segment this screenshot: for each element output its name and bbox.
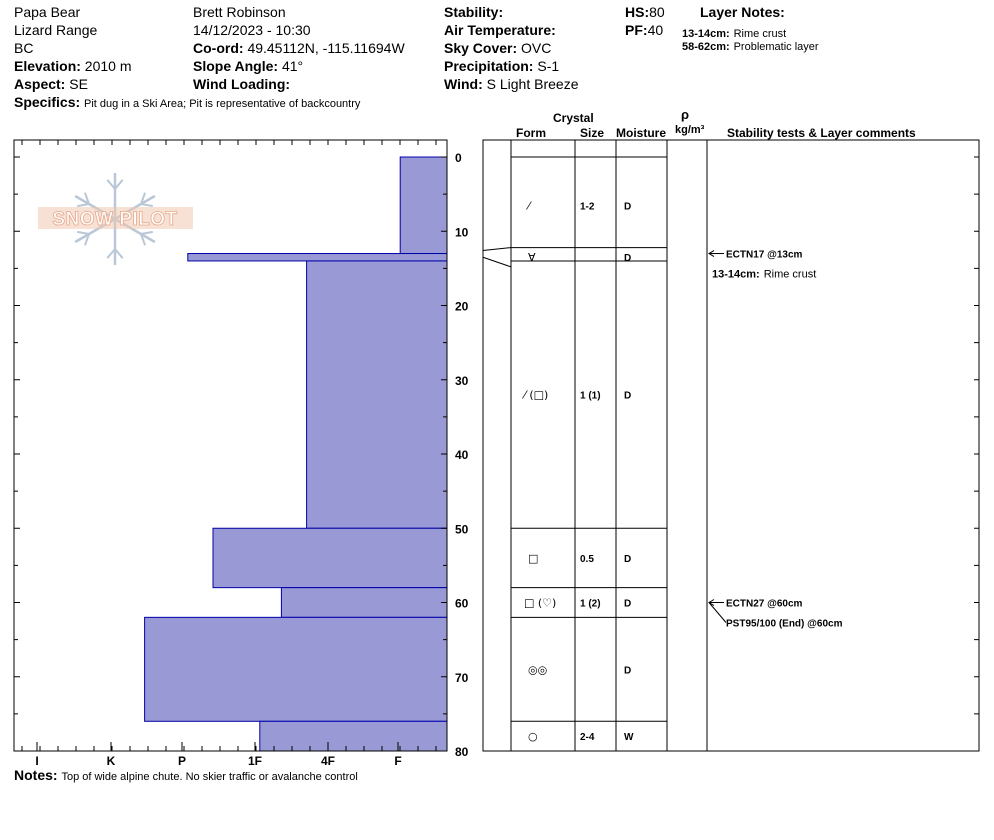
hardness-label: 1F	[247, 754, 263, 768]
hardness-label: P	[177, 754, 187, 768]
test-leader	[709, 603, 726, 623]
layer-connector	[483, 248, 511, 251]
stability-test-result: ECTN17 @13cm	[726, 249, 803, 261]
hardness-bar	[260, 721, 447, 751]
state-name: BC	[14, 40, 34, 56]
grain-form: ◎◎	[528, 663, 548, 677]
observer-name: Brett Robinson	[193, 4, 286, 20]
grain-size: 2-4	[580, 732, 595, 744]
specifics-value: Pit dug in a Ski Area; Pit is representative of backcountry	[84, 98, 361, 110]
snowflake-branch	[141, 204, 153, 206]
stability-test-result: ECTN27 @60cm	[726, 598, 803, 610]
sky-label: Sky Cover:	[444, 40, 518, 56]
snowflake-branch	[77, 232, 89, 234]
location-name: Papa Bear	[14, 4, 81, 20]
notes-label: Notes:	[14, 767, 58, 783]
depth-tick-label: 20	[455, 299, 469, 314]
grain-form: ⁄ (□)	[524, 388, 549, 402]
layer-connector	[483, 257, 511, 267]
layer-note-range: 58-62cm:	[682, 41, 730, 53]
depth-tick-label: 80	[455, 745, 469, 759]
hardness-bar	[145, 617, 447, 721]
grain-size: 1-2	[580, 201, 595, 213]
moisture-value: D	[624, 253, 632, 265]
stability-test-result: PST95/100 (End) @60cm	[726, 618, 843, 630]
aspect-value: SE	[69, 76, 88, 92]
depth-tick-label: 0	[455, 151, 462, 165]
slope-value: 41°	[281, 58, 304, 74]
grain-size: 1 (2)	[580, 598, 601, 610]
sky-value: OVC	[521, 40, 552, 56]
grain-form: ○	[528, 730, 538, 744]
grain-size: 1 (1)	[580, 390, 601, 402]
density-unit: kg/m³	[675, 124, 705, 136]
hs-label: HS:	[625, 4, 650, 20]
pf-label: PF:	[625, 22, 648, 38]
stability-label: Stability:	[444, 4, 504, 20]
density-symbol: ρ	[681, 107, 690, 122]
hardness-label: F	[394, 754, 402, 768]
layer-note-range: 13-14cm:	[682, 28, 730, 40]
moisture-value: W	[624, 732, 634, 744]
hardness-label: 4F	[320, 754, 336, 768]
hs-value: 80	[649, 4, 665, 20]
snowflake-branch	[141, 232, 153, 234]
hardness-label: I	[35, 754, 39, 768]
layer-note-text: Rime crust	[733, 28, 787, 40]
depth-tick-label: 50	[455, 522, 469, 537]
snowpilot-logo	[38, 173, 193, 265]
layer-comment	[712, 269, 816, 281]
layer-table-frame	[483, 140, 979, 751]
coord-value: 49.45112N, -115.11694W	[247, 40, 405, 56]
datetime: 14/12/2023 - 10:30	[193, 22, 311, 38]
grain-form: ∀	[528, 251, 536, 265]
coord-label: Co-ord:	[193, 40, 244, 56]
layer-note-text: Problematic layer	[733, 41, 819, 53]
depth-tick-label: 40	[455, 448, 469, 462]
size-header: Size	[580, 126, 605, 140]
logo-text: SNOW PILOT	[52, 209, 178, 230]
range-name: Lizard Range	[14, 22, 98, 38]
grain-form: ⁄	[528, 199, 530, 213]
wind-value: S Light Breeze	[486, 76, 579, 92]
moisture-value: D	[624, 201, 632, 213]
wind-loading-label: Wind Loading:	[193, 76, 291, 92]
wind-label: Wind:	[444, 76, 483, 92]
depth-tick-label: 30	[455, 373, 469, 388]
specifics-label: Specifics:	[14, 94, 81, 110]
snowflake-branch	[77, 204, 89, 206]
moisture-value: D	[624, 665, 632, 677]
layer-comment-text: Rime crust	[763, 268, 817, 281]
hardness-bar	[188, 254, 447, 261]
layer-comment-range: 13-14cm:	[712, 268, 760, 281]
crystal-header: Crystal	[553, 111, 594, 125]
form-header: Form	[516, 126, 546, 140]
depth-tick-label: 70	[455, 670, 469, 685]
notes-row	[14, 767, 358, 784]
hardness-bar	[213, 528, 447, 587]
pf-value: 40	[647, 22, 664, 38]
moisture-value: D	[624, 390, 632, 402]
depth-tick-label: 10	[455, 225, 469, 240]
grain-form: □ (♡)	[524, 596, 557, 610]
precip-label: Precipitation:	[444, 58, 534, 74]
moisture-header: Moisture	[616, 126, 667, 140]
depth-tick-label: 60	[455, 596, 469, 611]
notes-value: Top of wide alpine chute. No skier traffic or avalanche control	[61, 771, 358, 783]
moisture-value: D	[624, 598, 632, 610]
elevation-label: Elevation:	[14, 58, 81, 74]
moisture-value: D	[624, 553, 632, 565]
precip-value: S-1	[537, 58, 560, 74]
air-temp-label: Air Temperature:	[444, 22, 556, 38]
hardness-bar	[281, 588, 447, 618]
layer-notes-title: Layer Notes:	[700, 4, 785, 20]
aspect-label: Aspect:	[14, 76, 66, 92]
slope-label: Slope Angle:	[193, 58, 279, 74]
hardness-bar	[307, 261, 447, 528]
grain-size: 0.5	[580, 553, 594, 565]
elevation-value: 2010 m	[84, 58, 132, 74]
hardness-bar	[400, 157, 447, 254]
stability-tests-header: Stability tests & Layer comments	[727, 126, 916, 140]
grain-form: □	[528, 551, 539, 565]
hardness-label: K	[106, 754, 116, 768]
